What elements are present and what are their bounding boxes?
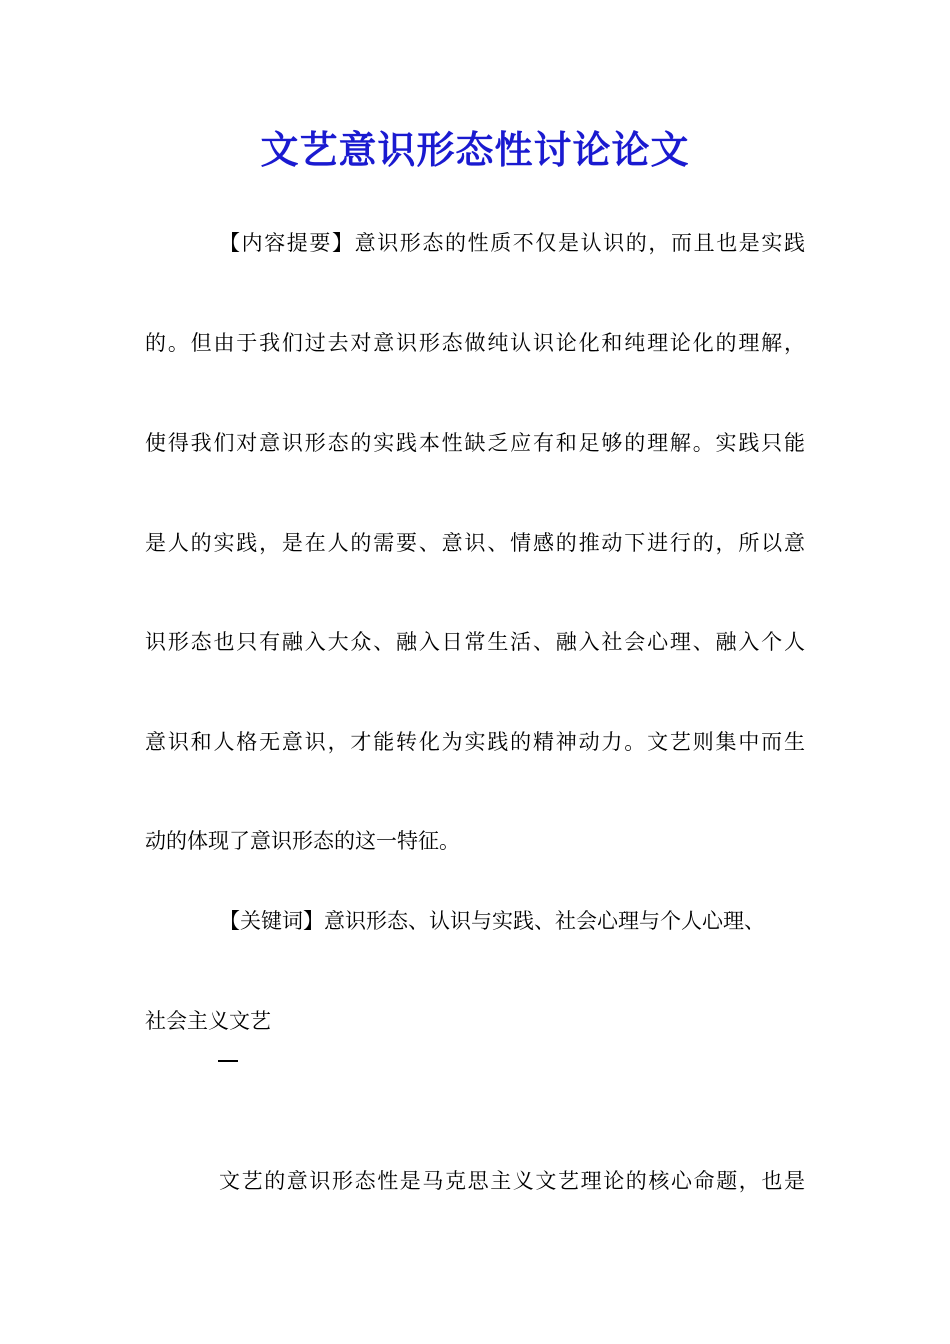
abstract-line: 的。但由于我们过去对意识形态做纯认识论化和纯理论化的理解，	[145, 331, 805, 355]
document-title: 文艺意识形态性讨论论文	[260, 128, 690, 172]
abstract-line: 识形态也只有融入大众、融入日常生活、融入社会心理、融入个人	[145, 630, 805, 654]
body-line: 文艺的意识形态性是马克思主义文艺理论的核心命题，也是	[219, 1169, 805, 1193]
section-number	[218, 1060, 238, 1062]
abstract-line: 意识和人格无意识，才能转化为实践的精神动力。文艺则集中而生	[145, 730, 805, 754]
keywords-line: 【关键词】意识形态、认识与实践、社会心理与个人心理、	[219, 909, 765, 933]
abstract-line: 【内容提要】意识形态的性质不仅是认识的，而且也是实践	[219, 231, 805, 255]
abstract-line: 是人的实践，是在人的需要、意识、情感的推动下进行的，所以意	[145, 531, 805, 555]
keywords-line: 社会主义文艺	[145, 1009, 271, 1033]
abstract-line: 使得我们对意识形态的实践本性缺乏应有和足够的理解。实践只能	[145, 431, 805, 455]
abstract-line: 动的体现了意识形态的这一特征。	[145, 829, 460, 853]
